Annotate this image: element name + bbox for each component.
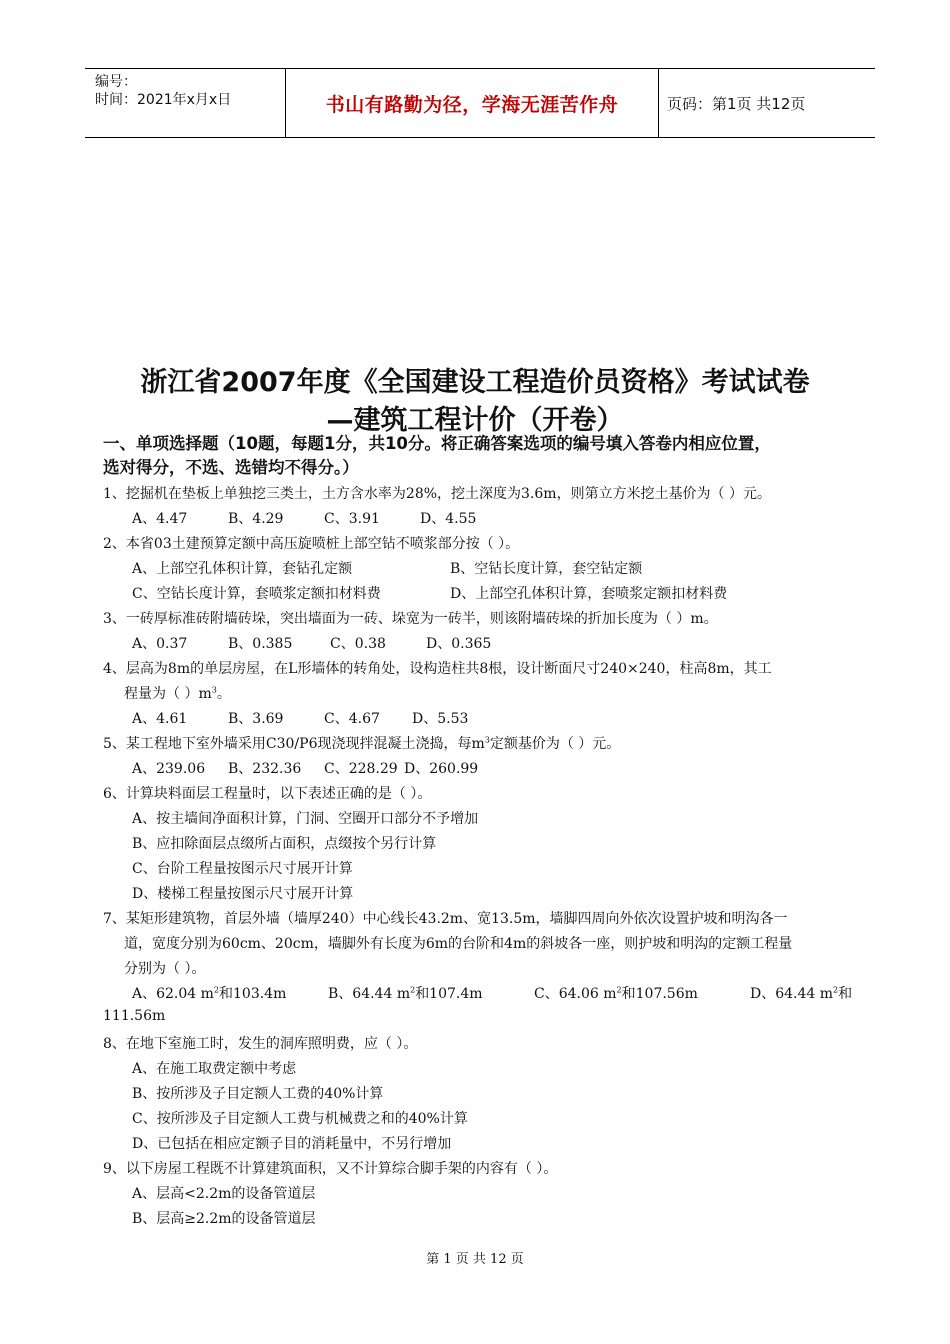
q7-stem-line1: 7、某矩形建筑物，首层外墙（墙厚240）中心线长43.2m、宽13.5m，墙脚四周向外依次设置护坡和明沟各一 [103,911,788,927]
page-footer: 第 1 页 共 12 页 [426,1252,524,1267]
q4-option-d: D、5.53 [412,711,469,727]
q4-stem-line2: 程量为（ ）$m^3$。 [124,685,231,702]
q6-stem: 6、计算块料面层工程量时，以下表述正确的是（ ）。 [103,786,432,802]
section-heading [103,432,883,480]
q1-option-b: B、4.29 [228,511,284,527]
q7-option-d: D、64.44 $m^2$和 [750,985,853,1002]
q5-option-d: D、260.99 [404,761,479,777]
q8-option-b: B、按所涉及子目定额人工费的40%计算 [132,1086,384,1102]
header-motto: 书山有路勤为径，学海无涯苦作舟 [286,69,659,137]
q1-option-c: C、3.91 [324,511,380,527]
q3-options [132,633,491,653]
q7-stem-line2: 道，宽度分别为60cm、20cm，墙脚外有长度为6m的台阶和4m的斜坡各一座，则护坡和明沟的定额工程量 [124,936,793,952]
q3-option-d: D、0.365 [426,636,492,652]
q3-option-a: A、0.37 [132,636,188,652]
q5-option-a: A、239.06 [132,761,206,777]
q8-option-c: C、按所涉及子目定额人工费与机械费之和的40%计算 [132,1111,468,1127]
page-header [85,68,875,138]
q2-options-row1 [132,558,642,578]
q5-options [132,758,478,778]
q2-option-d: D、上部空孔体积计算，套喷浆定额扣材料费 [450,586,728,602]
number-label: 编号： [95,74,137,90]
q8-option-a: A、在施工取费定额中考虑 [132,1061,297,1077]
q2-option-c: C、空钻长度计算，套喷浆定额扣材料费 [132,586,381,602]
q9-stem: 9、以下房屋工程既不计算建筑面积，又不计算综合脚手架的内容有（ ）。 [103,1161,558,1177]
q8-stem: 8、在地下室施工时，发生的洞库照明费，应（ ）。 [103,1036,418,1052]
q3-option-c: C、0.38 [330,636,386,652]
q7-option-c: C、64.06 $m^2$和107.56m [534,985,698,1002]
q5-option-c: C、228.29 [324,761,398,777]
q6-option-b: B、应扣除面层点缀所占面积，点缀按个另行计算 [132,836,437,852]
q5-option-b: B、232.36 [228,761,302,777]
section-heading-line2: 选对得分，不选、选错均不得分。） [103,458,359,477]
q6-option-d: D、楼梯工程量按图示尺寸展开计算 [132,886,354,902]
q2-stem: 2、本省03土建预算定额中高压旋喷桩上部空钻不喷浆部分按（ ）。 [103,536,520,552]
q5-stem: 5、某工程地下室外墙采用C30/P6现浇现拌混凝土浇捣，每$m^3$定额基价为（ ）元。 [103,735,621,752]
doc-title-line2: —建筑工程计价（开卷） [326,405,624,436]
q1-option-d: D、4.55 [420,511,477,527]
q4-option-a: A、4.61 [132,711,188,727]
q7-options [132,983,852,1003]
q6-option-a: A、按主墙间净面积计算，门洞、空圈开口部分不予增加 [132,811,479,827]
header-meta [85,69,286,137]
q6-option-c: C、台阶工程量按图示尺寸展开计算 [132,861,353,877]
time-label: 时间：2021年x月x日 [95,92,232,108]
q2-option-a: A、上部空孔体积计算，套钻孔定额 [132,561,353,577]
q4-stem-line1: 4、层高为8m的单层房屋，在L形墙体的转角处，设构造柱共8根，设计断面尺寸240×240，柱高8m，其工 [103,661,772,677]
section-heading-line1: 一、单项选择题（10题，每题1分，共10分。将正确答案选项的编号填入答卷内相应位置， [103,434,771,453]
q1-options [132,508,476,528]
q9-option-a: A、层高<2.2m的设备管道层 [132,1186,316,1202]
q7-stem-line3: 分别为（ ）。 [124,961,206,977]
doc-title-line1: 浙江省2007年度《全国建设工程造价员资格》考试试卷 [140,367,810,398]
q8-option-d: D、已包括在相应定额子目的消耗量中，不另行增加 [132,1136,452,1152]
q4-option-b: B、3.69 [228,711,284,727]
q3-option-b: B、0.385 [228,636,293,652]
q4-options [132,708,468,728]
q7-option-b: B、64.44 $m^2$和107.4m [328,985,483,1002]
q7-option-a: A、62.04 $m^2$和103.4m [132,985,287,1002]
q4-option-c: C、4.67 [324,711,380,727]
q1-stem: 1、挖掘机在垫板上单独挖三类土，土方含水率为28%，挖土深度为3.6m，则第立方米挖土基价为（ ）元。 [103,486,772,502]
q7-option-d-wrap: 111.56m [103,1008,166,1024]
q1-option-a: A、4.47 [132,511,188,527]
header-page-info: 页码：第1页 共12页 [667,94,806,113]
q3-stem: 3、一砖厚标准砖附墙砖垛，突出墙面为一砖、垛宽为一砖半，则该附墙砖垛的折加长度为（ ）m。 [103,611,718,627]
q2-option-b: B、空钻长度计算，套空钻定额 [450,561,643,577]
q9-option-b: B、层高≥2.2m的设备管道层 [132,1211,316,1227]
q2-options-row2 [132,583,727,603]
